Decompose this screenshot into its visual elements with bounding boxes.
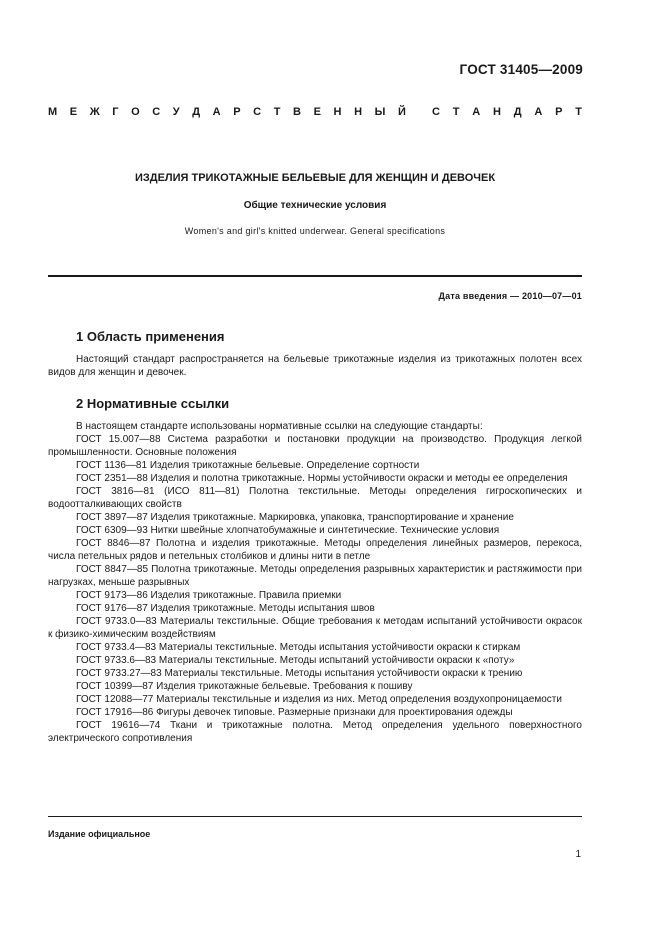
banner-word-standard [432, 105, 582, 119]
paragraph: В настоящем стандарте использованы нормативные ссылки на следующие стандарты: [76, 421, 483, 432]
banner-letter: Е [313, 106, 321, 118]
reference-item: ГОСТ 19616—74 Ткани и трикотажные полотна. Метод определения удельного поверхностного электрического сопротивления [48, 720, 582, 744]
banner-letter: Д [513, 106, 522, 118]
banner-letter: Ж [89, 106, 100, 118]
reference-item: ГОСТ 9733.6—83 Материалы текстильные. Методы испытаний устойчивости окраски к «поту» [76, 655, 515, 666]
reference-item: ГОСТ 9733.27—83 Материалы текстильные. Методы испытания устойчивости окраски к трению [76, 668, 523, 679]
document-title: ИЗДЕЛИЯ ТРИКОТАЖНЫЕ БЕЛЬЕВЫЕ ДЛЯ ЖЕНЩИН И ДЕВОЧЕК [134, 172, 496, 184]
banner-letter: Т [575, 106, 582, 118]
document-title-english: Women's and girl's knitted underwear. General specifications [184, 226, 446, 236]
banner-letter: В [293, 106, 301, 118]
banner-letter: М [48, 106, 58, 118]
reference-item: ГОСТ 8846—87 Полотна и изделия трикотажные. Методы определения линейных размеров, перекоса, числа петельных рядов и петельных столбиков и длины нити в петле [48, 538, 582, 562]
section-2-body [48, 420, 582, 745]
reference-item: ГОСТ 10399—87 Изделия трикотажные бельевые. Требования к пошиву [76, 681, 413, 692]
reference-item: ГОСТ 3897—87 Изделия трикотажные. Маркировка, упаковка, транспортирование и хранение [76, 512, 514, 523]
reference-item: ГОСТ 9176—87 Изделия трикотажные. Методы испытания швов [76, 603, 375, 614]
document-subtitle: Общие технические условия [243, 200, 387, 211]
banner-letter: О [131, 106, 140, 118]
banner-letter: С [432, 106, 440, 118]
edition-note: Издание официальное [48, 829, 151, 839]
reference-item: ГОСТ 6309—93 Нитки швейные хлопчатобумажные и синтетические. Технические условия [76, 525, 500, 536]
banner-letter: С [253, 106, 262, 118]
banner-letter: Т [273, 106, 281, 118]
banner-word-interstate [48, 105, 406, 119]
banner-letter: Г [112, 106, 119, 118]
banner-letter: Д [192, 106, 201, 118]
banner-interstate-standard [48, 105, 582, 119]
banner-letter: У [172, 106, 180, 118]
banner-letter: Й [397, 106, 406, 118]
banner-letter: А [534, 106, 543, 118]
reference-item: ГОСТ 2351—88 Изделия и полотна трикотажные. Нормы устойчивости окраски и методы ее определения [76, 473, 568, 484]
banner-letter: Н [492, 106, 501, 118]
banner-letter: Н [354, 106, 363, 118]
standard-code: ГОСТ 31405—2009 [459, 62, 583, 77]
reference-item: ГОСТ 9733.4—83 Материалы текстильные. Методы испытания устойчивости окраски к стиркам [76, 642, 521, 653]
reference-item: ГОСТ 9173—86 Изделия трикотажные. Правила приемки [76, 590, 342, 601]
reference-item: ГОСТ 9733.0—83 Материалы текстильные. Общие требования к методам испытаний устойчивости окрасок к физико-химическим воздействиям [48, 616, 582, 640]
section-1-heading: 1 Область применения [76, 329, 225, 344]
page-number: 1 [575, 849, 581, 860]
section-1-body [48, 353, 582, 379]
reference-item: ГОСТ 3816—81 (ИСО 811—81) Полотна текстильные. Методы определения гигроскопических и водоотталкивающих свойств [48, 486, 582, 510]
banner-letter: Т [452, 106, 460, 118]
banner-letter: Р [555, 106, 563, 118]
introduction-date: Дата введения — 2010—07—01 [438, 291, 582, 301]
section-2-heading: 2 Нормативные ссылки [76, 396, 230, 411]
header-divider [48, 275, 582, 277]
reference-item: ГОСТ 12088—77 Материалы текстильные и изделия из них. Метод определения воздухопроницаемости [76, 694, 562, 705]
paragraph: Настоящий стандарт распространяется на бельевые трикотажные изделия из трикотажных полотен всех видов для женщин и девочек. [48, 354, 582, 378]
reference-item: ГОСТ 1136—81 Изделия трикотажные бельевые. Определение сортности [76, 460, 420, 471]
footer-divider [48, 816, 582, 817]
banner-letter: А [472, 106, 481, 118]
banner-letter: Р [233, 106, 241, 118]
banner-letter: А [212, 106, 221, 118]
banner-letter: С [152, 106, 161, 118]
banner-letter: Н [333, 106, 342, 118]
banner-letter: Е [69, 106, 78, 118]
reference-item: ГОСТ 15.007—88 Система разработки и постановки продукции на производство. Продукция легкой промышленности. Основные положения [48, 434, 582, 458]
banner-letter: Ы [374, 106, 386, 118]
reference-item: ГОСТ 17916—86 Фигуры девочек типовые. Размерные признаки для проектирования одежды [76, 707, 513, 718]
reference-item: ГОСТ 8847—85 Полотна трикотажные. Методы определения разрывных характеристик и растяжимости при нагрузках, меньше разрывных [48, 564, 582, 588]
